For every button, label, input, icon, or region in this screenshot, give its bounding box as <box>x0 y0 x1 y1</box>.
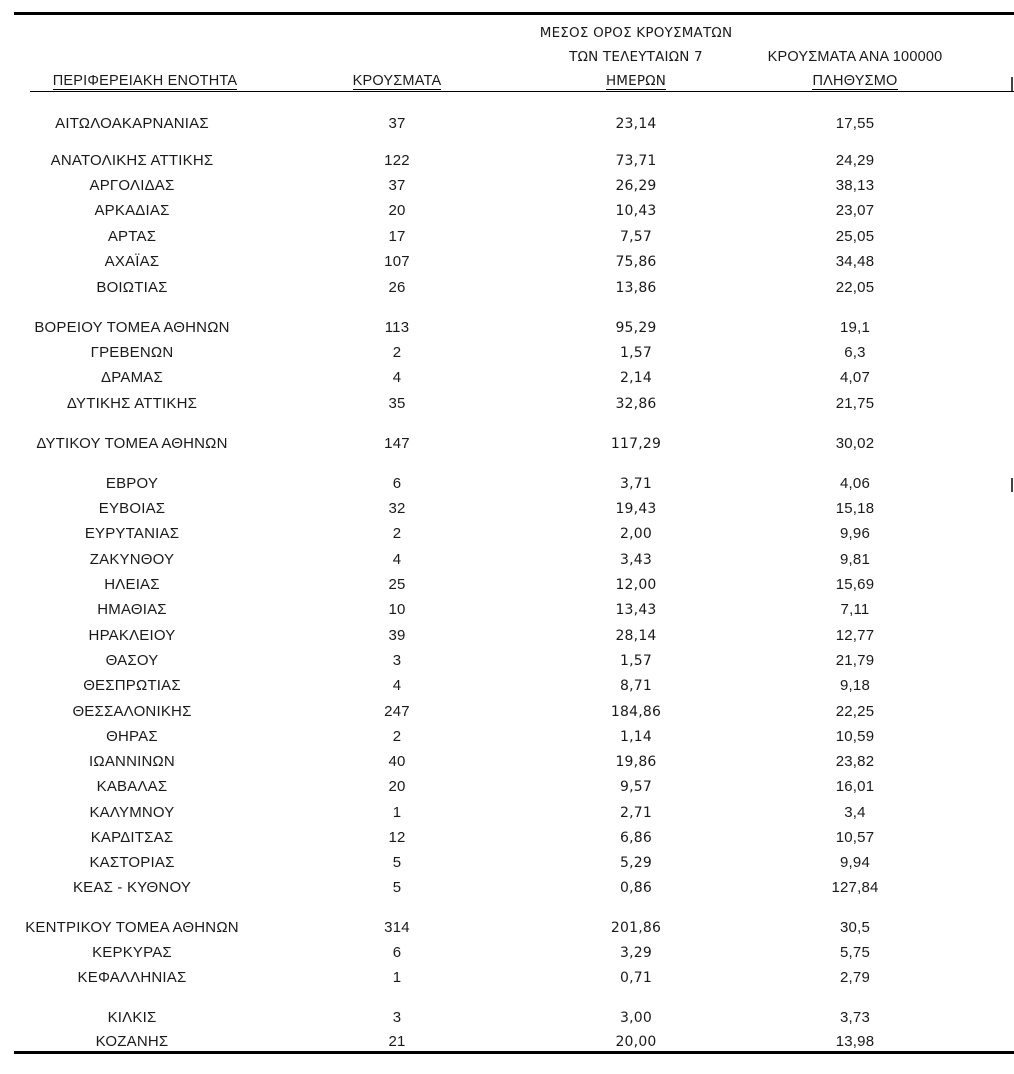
cases-cell: 25 <box>388 576 406 593</box>
region-cell: ΗΡΑΚΛΕΙΟΥ <box>88 627 176 644</box>
per100k-cell: 22,05 <box>835 279 875 296</box>
table-row <box>0 341 1014 365</box>
cut-off-column-marker <box>1011 478 1013 492</box>
per100k-cell: 21,79 <box>835 652 875 669</box>
cases-cell: 2 <box>392 344 402 361</box>
table-row <box>0 522 1014 546</box>
per100k-cell: 25,05 <box>835 228 875 245</box>
region-cell: ΚΕΡΚΥΡΑΣ <box>92 944 172 961</box>
region-cell: ΚΑΣΤΟΡΙΑΣ <box>89 854 175 871</box>
cases-cell: 3 <box>392 652 402 669</box>
per100k-cell: 3,4 <box>844 804 866 821</box>
avg7-cell: 26,29 <box>615 178 657 194</box>
avg7-cell: 117,29 <box>610 436 662 452</box>
avg7-cell: 0,86 <box>620 880 652 896</box>
table-row <box>0 966 1014 990</box>
table-row <box>0 801 1014 825</box>
cases-cell: 20 <box>388 202 406 219</box>
avg7-cell: 13,43 <box>615 602 657 618</box>
region-cell: ΒΟΙΩΤΙΑΣ <box>96 279 168 296</box>
table-row <box>0 112 1014 136</box>
cases-cell: 247 <box>384 703 410 720</box>
cases-cell: 17 <box>388 228 406 245</box>
cases-cell: 107 <box>384 253 410 270</box>
table-row <box>0 700 1014 724</box>
region-cell: ΘΕΣΠΡΩΤΙΑΣ <box>83 677 181 694</box>
region-cell: ΙΩΑΝΝΙΝΩΝ <box>89 753 175 770</box>
table-row <box>0 750 1014 774</box>
avg7-cell: 9,57 <box>620 779 652 795</box>
avg7-cell: 20,00 <box>615 1034 657 1050</box>
region-cell: ΕΥΡΥΤΑΝΙΑΣ <box>84 525 180 542</box>
cases-cell: 4 <box>392 551 402 568</box>
region-cell: ΚΕΦΑΛΛΗΝΙΑΣ <box>77 969 187 986</box>
per100k-cell: 127,84 <box>831 879 879 896</box>
table-row <box>0 826 1014 850</box>
table-row <box>0 775 1014 799</box>
per100k-cell: 23,07 <box>835 202 875 219</box>
table-row <box>0 432 1014 456</box>
table-row <box>0 573 1014 597</box>
avg7-cell: 5,29 <box>620 855 652 871</box>
per100k-cell: 30,02 <box>835 435 875 452</box>
per100k-cell: 5,75 <box>840 944 870 961</box>
avg7-cell: 10,43 <box>615 203 657 219</box>
cases-cell: 314 <box>384 919 410 936</box>
per100k-cell: 12,77 <box>835 627 875 644</box>
cases-cell: 26 <box>388 279 406 296</box>
region-cell: ΚΑΛΥΜΝΟΥ <box>89 804 175 821</box>
cases-cell: 40 <box>388 753 406 770</box>
avg7-cell: 184,86 <box>610 704 662 720</box>
avg7-cell: 3,29 <box>620 945 652 961</box>
region-cell: ΖΑΚΥΝΘΟΥ <box>89 551 175 568</box>
per100k-cell: 15,18 <box>835 500 875 517</box>
avg7-cell: 19,86 <box>615 754 657 770</box>
region-cell: ΔΡΑΜΑΣ <box>101 369 163 386</box>
avg7-cell: 95,29 <box>615 320 657 336</box>
avg7-cell: 6,86 <box>620 830 652 846</box>
table-row <box>0 941 1014 965</box>
per100k-cell: 4,07 <box>840 369 870 386</box>
region-cell: ΘΑΣΟΥ <box>105 652 159 669</box>
cut-off-column-marker <box>1011 77 1013 91</box>
region-cell: ΚΕΑΣ - ΚΥΘΝΟΥ <box>72 879 192 896</box>
avg7-cell: 2,14 <box>620 370 652 386</box>
table-row <box>0 366 1014 390</box>
region-cell: ΗΛΕΙΑΣ <box>104 576 160 593</box>
cases-cell: 4 <box>392 677 402 694</box>
cases-cell: 4 <box>392 369 402 386</box>
table-row <box>0 1006 1014 1030</box>
avg7-cell: 1,14 <box>620 729 652 745</box>
table-row <box>0 624 1014 648</box>
table-top-rule <box>14 12 1014 15</box>
avg7-cell: 75,86 <box>615 254 657 270</box>
header-rule <box>30 91 1014 92</box>
region-cell: ΚΙΛΚΙΣ <box>107 1009 157 1026</box>
region-cell: ΓΡΕΒΕΝΩΝ <box>90 344 174 361</box>
cases-cell: 3 <box>392 1009 402 1026</box>
per100k-cell: 2,79 <box>840 969 870 986</box>
table-row <box>0 649 1014 673</box>
cases-cell: 6 <box>392 475 402 492</box>
per100k-cell: 15,69 <box>835 576 875 593</box>
cases-cell: 37 <box>388 115 406 132</box>
avg7-cell: 201,86 <box>610 920 662 936</box>
cases-cell: 1 <box>392 969 402 986</box>
region-cell: ΑΙΤΩΛΟΑΚΑΡΝΑΝΙΑΣ <box>55 115 209 132</box>
per100k-cell: 24,29 <box>835 152 875 169</box>
per100k-cell: 6,3 <box>844 344 866 361</box>
header-avg7: ΜΕΣΟΣ ΟΡΟΣ ΚΡΟΥΣΜΑΤΩΝ ΤΩΝ ΤΕΛΕΥΤΑΙΩΝ 7 ΗΜΕΡΩΝ <box>539 25 733 89</box>
region-cell: ΗΜΑΘΙΑΣ <box>97 601 167 618</box>
per100k-cell: 38,13 <box>835 177 875 194</box>
cases-cell: 37 <box>388 177 406 194</box>
cases-cell: 147 <box>384 435 410 452</box>
cases-cell: 122 <box>384 152 410 169</box>
cases-cell: 1 <box>392 804 402 821</box>
per100k-cell: 10,57 <box>835 829 875 846</box>
region-cell: ΚΕΝΤΡΙΚΟΥ ΤΟΜΕΑ ΑΘΗΝΩΝ <box>25 919 239 936</box>
cases-cell: 113 <box>384 319 410 336</box>
region-cell: ΑΡΚΑΔΙΑΣ <box>94 202 170 219</box>
region-cell: ΔΥΤΙΚΟΥ ΤΟΜΕΑ ΑΘΗΝΩΝ <box>36 435 228 452</box>
table-bottom-rule <box>14 1051 1014 1054</box>
per100k-cell: 19,1 <box>840 319 870 336</box>
cases-cell: 2 <box>392 728 402 745</box>
cases-cell: 12 <box>388 829 406 846</box>
region-cell: ΔΥΤΙΚΗΣ ΑΤΤΙΚΗΣ <box>66 395 198 412</box>
per100k-cell: 34,48 <box>835 253 875 270</box>
table-row <box>0 149 1014 173</box>
avg7-cell: 7,57 <box>620 229 652 245</box>
table-row <box>0 392 1014 416</box>
avg7-cell: 3,00 <box>620 1010 652 1026</box>
per100k-cell: 22,25 <box>835 703 875 720</box>
region-cell: ΘΕΣΣΑΛΟΝΙΚΗΣ <box>72 703 192 720</box>
table-row <box>0 598 1014 622</box>
avg7-cell: 3,43 <box>620 552 652 568</box>
per100k-cell: 4,06 <box>840 475 870 492</box>
cases-cell: 5 <box>392 854 402 871</box>
region-cell: ΑΡΓΟΛΙΔΑΣ <box>89 177 175 194</box>
avg7-cell: 8,71 <box>620 678 652 694</box>
per100k-cell: 16,01 <box>835 778 875 795</box>
per100k-cell: 7,11 <box>840 601 870 618</box>
table-row <box>0 851 1014 875</box>
per100k-cell: 13,98 <box>835 1033 875 1050</box>
region-cell: ΘΗΡΑΣ <box>106 728 158 745</box>
per100k-cell: 9,94 <box>840 854 870 871</box>
avg7-cell: 2,71 <box>620 805 652 821</box>
cases-cell: 21 <box>388 1033 406 1050</box>
table-row <box>0 725 1014 749</box>
region-cell: ΕΥΒΟΙΑΣ <box>98 500 166 517</box>
header-cases: ΚΡΟΥΣΜΑΤΑ <box>352 73 442 89</box>
region-cell: ΑΧΑΪΑΣ <box>104 253 160 270</box>
region-cell: ΒΟΡΕΙΟΥ ΤΟΜΕΑ ΑΘΗΝΩΝ <box>34 319 230 336</box>
avg7-cell: 23,14 <box>615 116 657 132</box>
table-row <box>0 316 1014 340</box>
region-cell: ΚΟΖΑΝΗΣ <box>95 1033 169 1050</box>
table-row <box>0 916 1014 940</box>
cases-cell: 6 <box>392 944 402 961</box>
cases-cell: 39 <box>388 627 406 644</box>
cases-cell: 5 <box>392 879 402 896</box>
region-cell: ΚΑΒΑΛΑΣ <box>96 778 168 795</box>
per100k-cell: 9,96 <box>840 525 870 542</box>
table-row <box>0 225 1014 249</box>
per100k-cell: 17,55 <box>835 115 875 132</box>
table-row <box>0 174 1014 198</box>
table-row <box>0 472 1014 496</box>
avg7-cell: 12,00 <box>615 577 657 593</box>
table-row <box>0 674 1014 698</box>
per100k-cell: 10,59 <box>835 728 875 745</box>
region-cell: ΑΡΤΑΣ <box>107 228 157 245</box>
avg7-cell: 28,14 <box>615 628 657 644</box>
table-row <box>0 199 1014 223</box>
header-per100k: ΚΡΟΥΣΜΑΤΑ ΑΝΑ 100000 ΠΛΗΘΥΣΜΟ <box>767 49 943 89</box>
table-row <box>0 276 1014 300</box>
table-row <box>0 497 1014 521</box>
per100k-cell: 9,81 <box>840 551 870 568</box>
cases-cell: 2 <box>392 525 402 542</box>
cases-cell: 35 <box>388 395 406 412</box>
per100k-cell: 23,82 <box>835 753 875 770</box>
cases-cell: 32 <box>388 500 406 517</box>
per100k-cell: 21,75 <box>835 395 875 412</box>
per100k-cell: 9,18 <box>840 677 870 694</box>
avg7-cell: 2,00 <box>620 526 652 542</box>
per100k-cell: 3,73 <box>840 1009 870 1026</box>
avg7-cell: 19,43 <box>615 501 657 517</box>
cases-cell: 10 <box>388 601 406 618</box>
avg7-cell: 1,57 <box>620 345 652 361</box>
region-cell: ΚΑΡΔΙΤΣΑΣ <box>90 829 174 846</box>
table-row <box>0 250 1014 274</box>
table-row <box>0 876 1014 900</box>
avg7-cell: 73,71 <box>615 153 657 169</box>
avg7-cell: 0,71 <box>620 970 652 986</box>
region-cell: ΑΝΑΤΟΛΙΚΗΣ ΑΤΤΙΚΗΣ <box>50 152 214 169</box>
avg7-cell: 3,71 <box>620 476 652 492</box>
avg7-cell: 1,57 <box>620 653 652 669</box>
region-cell: ΕΒΡΟΥ <box>105 475 159 492</box>
cases-cell: 20 <box>388 778 406 795</box>
avg7-cell: 13,86 <box>615 280 657 296</box>
table-row <box>0 548 1014 572</box>
per100k-cell: 30,5 <box>840 919 870 936</box>
avg7-cell: 32,86 <box>615 396 657 412</box>
header-region: ΠΕΡΙΦΕΡΕΙΑΚΗ ΕΝΟΤΗΤΑ <box>52 73 238 89</box>
